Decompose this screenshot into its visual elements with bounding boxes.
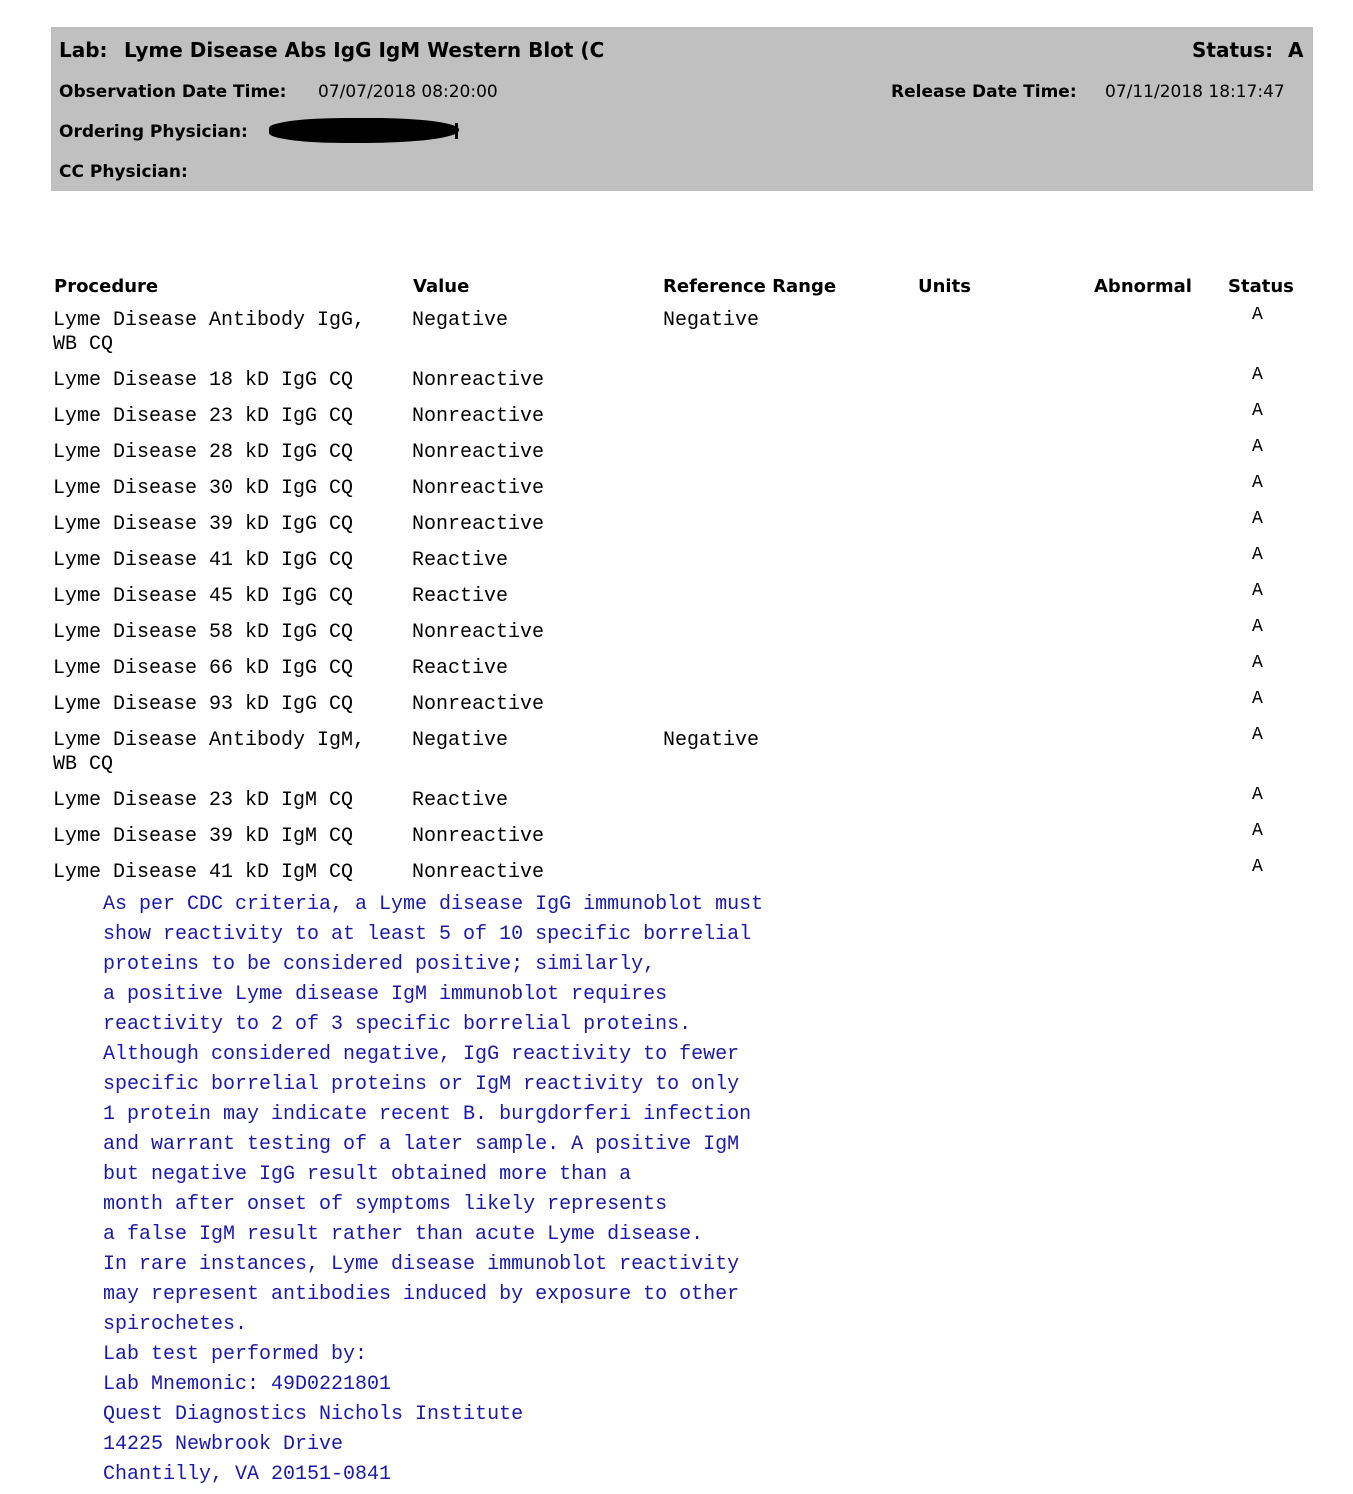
procedure-cell: Lyme Disease 28 kD IgG CQ (53, 441, 354, 464)
lab-header-panel (51, 27, 1313, 191)
column-value: Value (413, 276, 470, 297)
comment-line: Quest Diagnostics Nichols Institute (103, 1403, 524, 1426)
status-cell: A (1252, 821, 1263, 841)
status-cell: A (1252, 305, 1263, 325)
procedure-cell: Lyme Disease 45 kD IgG CQ (53, 585, 354, 608)
procedure-cell: Lyme Disease 39 kD IgM CQ (53, 825, 354, 848)
procedure-cell: Lyme Disease 39 kD IgG CQ (53, 513, 354, 536)
redaction-mark-tail (455, 123, 458, 139)
comment-line: specific borrelial proteins or IgM reactivity to only (103, 1073, 740, 1096)
status-cell: A (1252, 689, 1263, 709)
value-cell: Reactive (412, 549, 509, 572)
status-cell: A (1252, 473, 1263, 493)
comment-line: may represent antibodies induced by exposure to other (103, 1283, 740, 1306)
status-cell: A (1252, 545, 1263, 565)
comment-line: Chantilly, VA 20151-0841 (103, 1463, 392, 1486)
value-cell: Nonreactive (412, 441, 545, 464)
procedure-cell: Lyme Disease 41 kD IgM CQ (53, 861, 354, 884)
column-status: Status (1228, 276, 1294, 297)
comment-line: Although considered negative, IgG reactivity to fewer (103, 1043, 740, 1066)
redaction-mark (269, 118, 459, 143)
comment-line: month after onset of symptoms likely represents (103, 1193, 668, 1216)
procedure-cell: Lyme Disease Antibody IgM, WB CQ (53, 729, 366, 776)
value-cell: Negative (412, 309, 509, 332)
status-cell: A (1252, 857, 1263, 877)
value-cell: Negative (412, 729, 509, 752)
comment-line: Lab Mnemonic: 49D0221801 (103, 1373, 392, 1396)
lab-label: Lab: (59, 38, 108, 62)
value-cell: Nonreactive (412, 825, 545, 848)
value-cell: Nonreactive (412, 405, 545, 428)
comment-line: spirochetes. (103, 1313, 248, 1336)
procedure-cell: Lyme Disease 58 kD IgG CQ (53, 621, 354, 644)
status-cell: A (1252, 581, 1263, 601)
procedure-cell: Lyme Disease 18 kD IgG CQ (53, 369, 354, 392)
comment-line: reactivity to 2 of 3 specific borrelial proteins. (103, 1013, 692, 1036)
observation-label: Observation Date Time: (59, 82, 287, 102)
comment-line: a positive Lyme disease IgM immunoblot requires (103, 983, 668, 1006)
procedure-cell: Lyme Disease 30 kD IgG CQ (53, 477, 354, 500)
column-reference-range: Reference Range (663, 276, 837, 297)
observation-value: 07/07/2018 08:20:00 (318, 82, 498, 102)
status-cell: A (1252, 365, 1263, 385)
comment-line: proteins to be considered positive; similarly, (103, 953, 656, 976)
status-cell: A (1252, 725, 1263, 745)
value-cell: Nonreactive (412, 861, 545, 884)
comment-line: Lab test performed by: (103, 1343, 368, 1366)
column-procedure: Procedure (54, 276, 159, 297)
status-cell: A (1252, 785, 1263, 805)
procedure-cell: Lyme Disease Antibody IgG, WB CQ (53, 309, 366, 356)
comment-line: but negative IgG result obtained more than a (103, 1163, 632, 1186)
value-cell: Reactive (412, 789, 509, 812)
value-cell: Nonreactive (412, 693, 545, 716)
comment-line: show reactivity to at least 5 of 10 specific borrelial (103, 923, 752, 946)
reference-range-cell: Negative (663, 309, 760, 332)
status-cell: A (1252, 509, 1263, 529)
comment-line: and warrant testing of a later sample. A positive IgM (103, 1133, 740, 1156)
status-label: Status: (1192, 38, 1274, 62)
value-cell: Nonreactive (412, 621, 545, 644)
status-cell: A (1252, 617, 1263, 637)
column-abnormal: Abnormal (1094, 276, 1192, 297)
release-value: 07/11/2018 18:17:47 (1105, 82, 1285, 102)
status-value: A (1288, 38, 1304, 62)
status-cell: A (1252, 653, 1263, 673)
status-cell: A (1252, 437, 1263, 457)
value-cell: Nonreactive (412, 369, 545, 392)
procedure-cell: Lyme Disease 93 kD IgG CQ (53, 693, 354, 716)
comment-line: As per CDC criteria, a Lyme disease IgG immunoblot must (103, 893, 764, 916)
value-cell: Nonreactive (412, 513, 545, 536)
value-cell: Reactive (412, 585, 509, 608)
comment-line: 1 protein may indicate recent B. burgdorferi infection (103, 1103, 752, 1126)
procedure-cell: Lyme Disease 23 kD IgG CQ (53, 405, 354, 428)
value-cell: Reactive (412, 657, 509, 680)
release-label: Release Date Time: (891, 82, 1077, 102)
cc-physician-label: CC Physician: (59, 162, 188, 182)
result-comment (103, 890, 763, 1490)
ordering-physician-label: Ordering Physician: (59, 122, 248, 142)
status-cell: A (1252, 401, 1263, 421)
comment-line: a false IgM result rather than acute Lyme disease. (103, 1223, 704, 1246)
reference-range-cell: Negative (663, 729, 760, 752)
value-cell: Nonreactive (412, 477, 545, 500)
column-units: Units (918, 276, 971, 297)
comment-line: 14225 Newbrook Drive (103, 1433, 344, 1456)
procedure-cell: Lyme Disease 23 kD IgM CQ (53, 789, 354, 812)
procedure-cell: Lyme Disease 66 kD IgG CQ (53, 657, 354, 680)
lab-name: Lyme Disease Abs IgG IgM Western Blot (C (124, 38, 605, 62)
comment-line: In rare instances, Lyme disease immunoblot reactivity (103, 1253, 740, 1276)
procedure-cell: Lyme Disease 41 kD IgG CQ (53, 549, 354, 572)
